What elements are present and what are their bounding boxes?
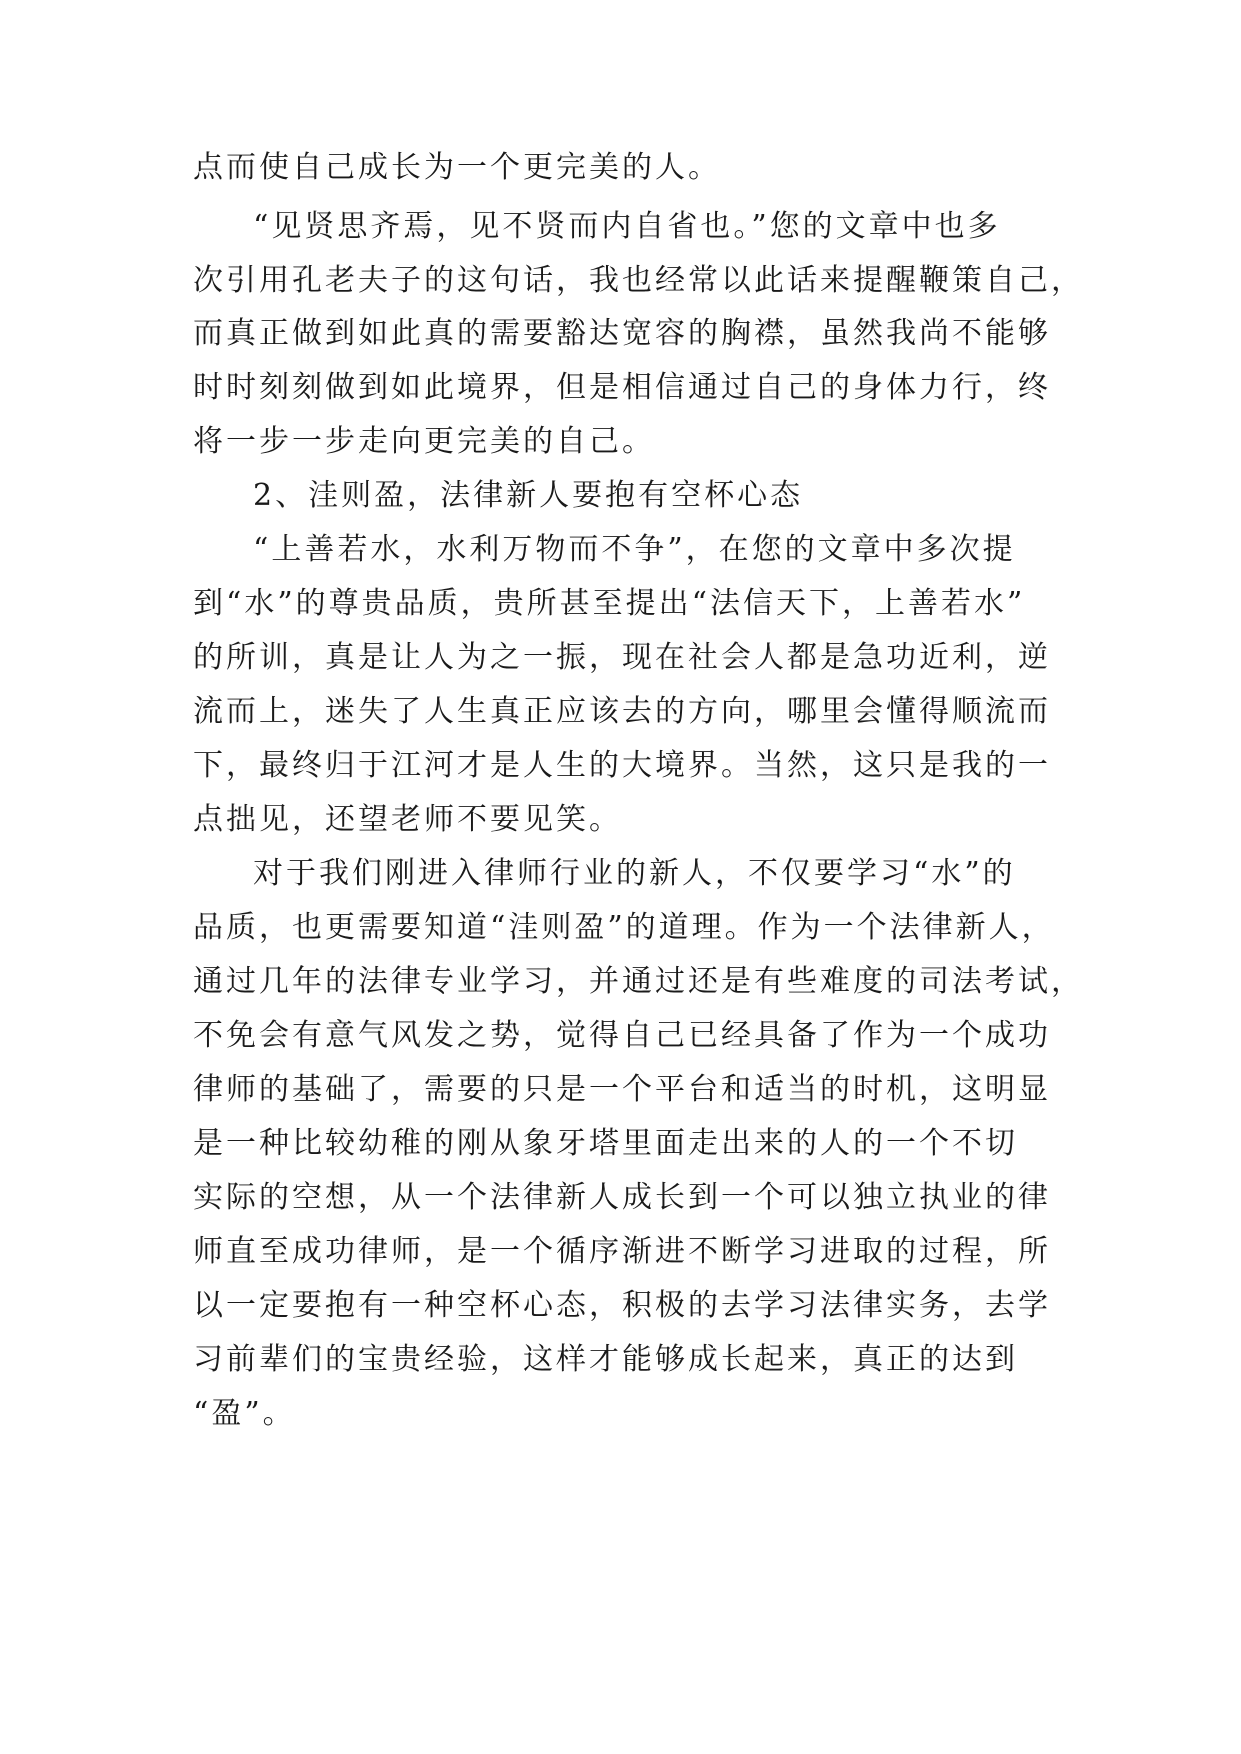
text-line: 次引用孔老夫子的这句话，我也经常以此话来提醒鞭策自己，: [193, 263, 1084, 298]
text-line: 对于我们刚进入律师行业的新人，不仅要学习“水”的: [253, 856, 1016, 891]
text-line: 下，最终归于江河才是人生的大境界。当然，这只是我的一: [193, 748, 1051, 783]
text-line: 习前辈们的宝贵经验，这样才能够成长起来，真正的达到: [193, 1342, 1018, 1377]
text-line: 流而上，迷失了人生真正应该去的方向，哪里会懂得顺流而: [193, 694, 1051, 729]
text-line: 点而使自己成长为一个更完美的人。: [193, 150, 721, 185]
text-line: 以一定要抱有一种空杯心态，积极的去学习法律实务，去学: [193, 1288, 1051, 1323]
text-line: 是一种比较幼稚的刚从象牙塔里面走出来的人的一个不切: [193, 1126, 1018, 1161]
text-line: 时时刻刻做到如此境界，但是相信通过自己的身体力行，终: [193, 370, 1051, 405]
text-line: 的所训，真是让人为之一振，现在社会人都是急功近利，逆: [193, 640, 1051, 675]
text-line: 不免会有意气风发之势，觉得自己已经具备了作为一个成功: [193, 1018, 1051, 1053]
text-line: 品质，也更需要知道“洼则盈”的道理。作为一个法律新人，: [193, 910, 1055, 945]
text-line: 律师的基础了，需要的只是一个平台和适当的时机，这明显: [193, 1072, 1051, 1107]
text-line: 师直至成功律师，是一个循序渐进不断学习进取的过程，所: [193, 1234, 1051, 1269]
text-line: 实际的空想，从一个法律新人成长到一个可以独立执业的律: [193, 1180, 1051, 1215]
section-heading: 2、洼则盈，法律新人要抱有空杯心态: [253, 478, 804, 513]
text-line: 通过几年的法律专业学习，并通过还是有些难度的司法考试，: [193, 964, 1084, 999]
text-line: 点拙见，还望老师不要见笑。: [193, 802, 622, 837]
text-line: “见贤思齐焉，见不贤而内自省也。”您的文章中也多: [253, 209, 1001, 244]
text-line: “盈”。: [193, 1396, 296, 1431]
text-line: 将一步一步走向更完美的自己。: [193, 424, 655, 459]
text-line: “上善若水，水利万物而不争”，在您的文章中多次提: [253, 532, 1016, 567]
text-line: 到“水”的尊贵品质，贵所甚至提出“法信天下，上善若水”: [193, 586, 1026, 621]
text-line: 而真正做到如此真的需要豁达宽容的胸襟，虽然我尚不能够: [193, 316, 1051, 351]
